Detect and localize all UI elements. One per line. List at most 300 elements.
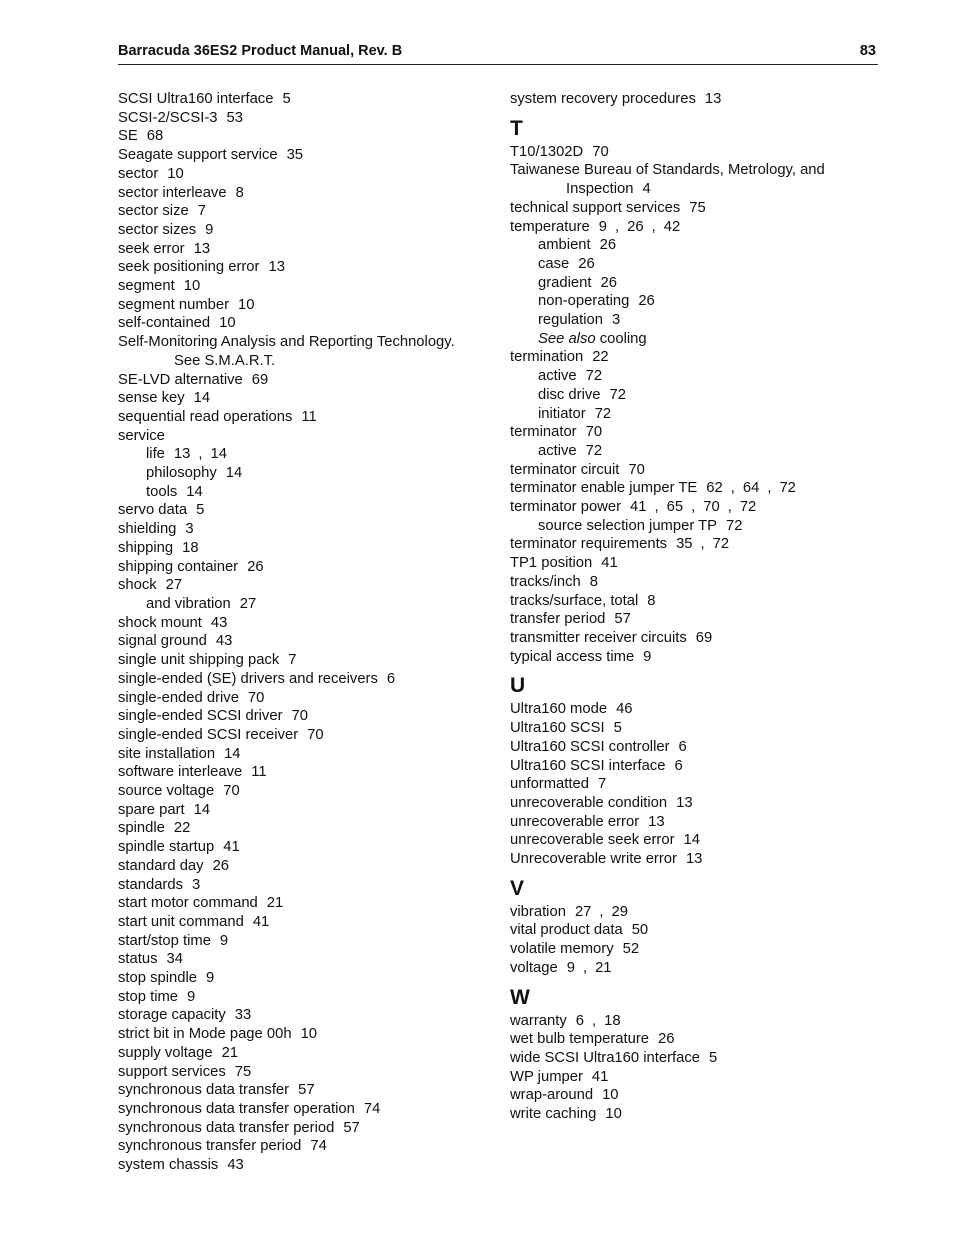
page-ref: 13 [685, 851, 703, 868]
index-entry [510, 218, 880, 237]
index-term: terminator circuit [510, 461, 620, 478]
index-term: active [538, 442, 577, 459]
page-ref: 27 [574, 903, 592, 920]
index-term: terminator enable jumper TE [510, 480, 698, 497]
page-ref: 70 [307, 726, 324, 743]
index-entry [118, 670, 498, 689]
index-entry [118, 857, 498, 876]
index-term: Self-Monitoring Analysis and Reporting Technology. [118, 334, 455, 351]
page-ref: 35 [676, 536, 693, 553]
page-ref: 43 [210, 614, 228, 631]
index-term: terminator power [510, 499, 622, 516]
index-entry [510, 348, 880, 367]
page-ref: 11 [301, 408, 317, 425]
index-entry [118, 333, 498, 352]
index-letter-heading: T [510, 116, 523, 140]
index-entry [510, 554, 880, 573]
page-ref: 14 [193, 390, 211, 407]
index-entry [118, 894, 498, 913]
index-column-right [510, 90, 880, 1124]
page-ref: , 26 [616, 219, 644, 235]
index-term: tools [146, 483, 178, 500]
index-term: typical access time [510, 648, 635, 665]
index-term: See S.M.A.R.T. [174, 352, 276, 369]
page-header [118, 43, 878, 63]
page-ref: , 72 [729, 499, 757, 515]
index-term: system recovery procedures [510, 91, 696, 107]
index-entry [510, 423, 880, 442]
index-entry [510, 1105, 880, 1124]
index-entry [510, 236, 880, 255]
index-entry [510, 1086, 880, 1105]
index-entry [510, 199, 880, 218]
index-entry [510, 442, 880, 461]
index-term: synchronous transfer period [118, 1138, 302, 1155]
index-term: shock [118, 577, 157, 594]
index-term: voltage [510, 959, 558, 976]
index-term: SCSI-2/SCSI-3 [118, 109, 218, 126]
index-entry [118, 1137, 498, 1156]
page-ref: , 21 [584, 960, 612, 976]
index-entry [118, 127, 498, 146]
index-term: active [538, 368, 577, 385]
page-ref: 9 [187, 988, 196, 1005]
page-ref: 13 [648, 813, 665, 830]
index-entry [118, 558, 498, 577]
index-term: tracks/inch [510, 573, 581, 590]
index-term: stop spindle [118, 970, 197, 987]
index-entry [510, 775, 880, 794]
page-ref: 50 [631, 922, 649, 939]
page-ref: 27 [165, 577, 183, 594]
page-ref: 41 [252, 913, 270, 930]
page-ref: 53 [226, 109, 243, 126]
index-entry [510, 498, 880, 517]
index-term: start/stop time [118, 932, 211, 949]
page-ref: 11 [251, 764, 267, 781]
index-entry [510, 535, 880, 554]
index-term: shipping [118, 539, 174, 556]
index-term: technical support services [510, 199, 681, 216]
index-term: SE-LVD alternative [118, 371, 243, 388]
index-term: Ultra160 SCSI interface [510, 757, 666, 774]
index-term: regulation [538, 312, 603, 329]
index-entry [510, 180, 880, 199]
index-term: and vibration [146, 595, 231, 612]
page-ref: 14 [224, 745, 241, 762]
index-entry [118, 576, 498, 595]
index-entry [510, 1049, 880, 1068]
index-entry [510, 921, 880, 940]
index-entry [118, 109, 498, 128]
index-entry [510, 610, 880, 629]
index-entry [118, 221, 498, 240]
page-ref: 9 [205, 221, 214, 238]
index-entry [118, 483, 498, 502]
index-term: termination [510, 349, 584, 366]
index-term: spare part [118, 801, 185, 818]
page-ref: 8 [235, 184, 244, 201]
index-column-left [118, 90, 498, 1175]
index-entry [118, 165, 498, 184]
index-term: cooling [599, 330, 647, 347]
index-term: unrecoverable seek error [510, 832, 675, 849]
index-entry [510, 143, 880, 162]
page-ref: 3 [191, 876, 201, 893]
index-term: disc drive [538, 386, 601, 403]
page-ref: 6 [674, 757, 683, 774]
page-ref: 72 [726, 517, 743, 534]
index-entry [118, 1006, 498, 1025]
index-term: SE [118, 128, 138, 145]
index-entry [118, 763, 498, 782]
page-ref: 70 [247, 689, 265, 706]
index-entry [510, 461, 880, 480]
index-entry [118, 801, 498, 820]
page-ref: 14 [683, 832, 700, 849]
page-ref: 13 [173, 446, 191, 463]
index-entry [118, 988, 498, 1007]
index-entry [118, 501, 498, 520]
index-entry [510, 386, 880, 405]
index-entry [510, 274, 880, 293]
index-term: Inspection [566, 181, 634, 198]
index-entry [510, 757, 880, 776]
page-ref: 6 [678, 738, 687, 755]
index-term: transmitter receiver circuits [510, 629, 687, 646]
page-ref: , 42 [653, 219, 681, 235]
page-ref: , 72 [702, 536, 730, 552]
page-ref: 41 [601, 555, 618, 572]
index-entry [510, 255, 880, 274]
page-ref: 5 [196, 502, 205, 519]
index-entry [118, 614, 498, 633]
page-ref: 14 [225, 465, 243, 482]
index-term: Taiwanese Bureau of Standards, Metrology, and [510, 162, 825, 179]
index-entry [118, 389, 498, 408]
index-term: gradient [538, 274, 592, 291]
index-term: supply voltage [118, 1044, 213, 1061]
page-number: 83 [859, 43, 876, 59]
page-ref: 26 [658, 1031, 675, 1048]
index-term: T10/1302D [510, 143, 584, 160]
page-ref: 5 [613, 720, 622, 737]
index-term: single-ended SCSI receiver [118, 726, 299, 743]
page-ref: 70 [592, 143, 609, 160]
page-ref: 41 [591, 1068, 609, 1085]
index-entry [118, 632, 498, 651]
index-term: system chassis [118, 1157, 219, 1174]
index-term: unrecoverable error [510, 813, 640, 830]
page-ref: 72 [594, 405, 612, 422]
index-term: synchronous data transfer period [118, 1119, 335, 1136]
index-letter-heading: U [510, 674, 526, 698]
page-ref: 57 [614, 611, 631, 628]
index-entry [118, 184, 498, 203]
page-ref: 7 [597, 776, 607, 793]
index-entry [118, 1100, 498, 1119]
page-ref: 14 [193, 801, 211, 818]
page-ref: 3 [612, 312, 621, 329]
page-ref: 41 [630, 499, 647, 516]
index-term: unrecoverable condition [510, 794, 668, 811]
page-ref: 26 [599, 237, 617, 254]
index-term: case [538, 255, 570, 272]
index-term: strict bit in Mode page 00h [118, 1026, 292, 1043]
index-term: initiator [538, 405, 586, 422]
index-entry [510, 517, 880, 536]
page-ref: 4 [642, 181, 651, 198]
page-ref: 3 [185, 521, 194, 538]
page-ref: 9 [205, 970, 215, 987]
page-ref: 10 [219, 315, 236, 332]
index-entry [118, 838, 498, 857]
index-entry [118, 90, 498, 109]
index-entry [510, 700, 880, 719]
page-ref: 70 [291, 708, 308, 725]
index-term: seek error [118, 240, 185, 257]
page-ref: 70 [585, 424, 603, 441]
index-term: non-operating [538, 293, 630, 310]
page-ref: 7 [288, 652, 297, 669]
index-entry [118, 1119, 498, 1138]
index-entry [510, 330, 880, 349]
page-ref: 74 [363, 1100, 381, 1117]
index-term: sequential read operations [118, 408, 293, 425]
index-term: support services [118, 1063, 226, 1080]
page-ref: 72 [585, 442, 603, 459]
header-rule [118, 64, 878, 65]
index-entry [510, 479, 880, 498]
page-ref: 9 [643, 648, 652, 665]
page-ref: 21 [266, 895, 284, 912]
index-entry [118, 1156, 498, 1175]
index-term: volatile memory [510, 941, 614, 958]
page-ref: 26 [578, 255, 595, 272]
index-term: wet bulb temperature [510, 1031, 650, 1048]
page-ref: 13 [676, 794, 693, 811]
page-ref: 7 [197, 203, 206, 220]
page-ref: 13 [193, 240, 211, 257]
index-term: spindle startup [118, 839, 215, 856]
index-term: Ultra160 SCSI [510, 720, 605, 737]
page-ref: 10 [183, 278, 201, 295]
index-term: write caching [510, 1106, 597, 1123]
index-term: signal ground [118, 633, 207, 650]
index-entry [510, 850, 880, 869]
index-entry [118, 595, 498, 614]
index-entry [118, 1025, 498, 1044]
page-ref: 52 [622, 941, 640, 958]
index-term: vital product data [510, 922, 623, 939]
index-term: site installation [118, 745, 216, 762]
index-entry [118, 146, 498, 165]
index-term: single-ended drive [118, 689, 239, 706]
page-ref: 27 [239, 595, 257, 612]
index-term: life [146, 446, 165, 463]
index-letter-heading: W [510, 985, 530, 1009]
index-term: stop time [118, 988, 179, 1005]
page-ref: 21 [221, 1044, 239, 1061]
index-entry [118, 1044, 498, 1063]
index-term: transfer period [510, 611, 606, 628]
index-term: single-ended SCSI driver [118, 708, 283, 725]
index-term: sector [118, 165, 159, 182]
page-ref: 10 [238, 296, 255, 313]
page-ref: 72 [609, 386, 626, 403]
index-term: synchronous data transfer [118, 1082, 290, 1099]
index-entry [510, 629, 880, 648]
index-term: status [118, 951, 158, 968]
page-ref: 69 [251, 371, 269, 388]
index-entry [118, 445, 498, 464]
index-entry [510, 311, 880, 330]
index-entry [118, 296, 498, 315]
index-entry [510, 405, 880, 424]
index-term: standard day [118, 857, 204, 874]
index-entry [118, 520, 498, 539]
page-ref: 10 [300, 1026, 318, 1043]
index-term: start motor command [118, 895, 258, 912]
index-term: temperature [510, 218, 590, 235]
see-also-label: See also [538, 330, 596, 347]
index-entry [118, 689, 498, 708]
index-entry [510, 90, 880, 109]
index-entry [510, 794, 880, 813]
index-entry [118, 427, 498, 446]
page-ref: , 64 [732, 480, 760, 496]
index-term: source selection jumper TP [538, 517, 718, 534]
index-term: Unrecoverable write error [510, 851, 677, 868]
page-ref: 6 [575, 1012, 584, 1029]
page-ref: 10 [167, 165, 184, 182]
page-ref: 22 [173, 820, 191, 837]
index-entry [118, 408, 498, 427]
index-entry [118, 969, 498, 988]
index-term: single unit shipping pack [118, 652, 280, 669]
index-term: sense key [118, 390, 185, 407]
index-term: WP jumper [510, 1068, 583, 1085]
index-entry [118, 371, 498, 390]
page-ref: 18 [182, 539, 199, 556]
index-entry [510, 592, 880, 611]
index-entry [118, 707, 498, 726]
index-term: terminator requirements [510, 536, 668, 553]
index-term: sector size [118, 203, 189, 220]
index-term: shock mount [118, 614, 202, 631]
index-term: SCSI Ultra160 interface [118, 91, 274, 107]
page-ref: 9 [566, 959, 575, 976]
index-entry [510, 1068, 880, 1087]
index-term: seek positioning error [118, 259, 260, 276]
index-entry [510, 903, 880, 922]
index-term: tracks/surface, total [510, 592, 639, 609]
index-entry [118, 314, 498, 333]
index-term: segment number [118, 296, 230, 313]
index-entry [118, 651, 498, 670]
index-entry [118, 277, 498, 296]
page-ref: 75 [234, 1063, 252, 1080]
index-term: self-contained [118, 315, 211, 332]
index-term: sector interleave [118, 184, 227, 201]
page-ref: 43 [227, 1157, 244, 1174]
index-term: unformatted [510, 776, 589, 793]
index-term: servo data [118, 502, 188, 519]
index-entry [510, 1012, 880, 1031]
page-ref: 26 [212, 857, 230, 874]
page-ref: , 18 [593, 1013, 621, 1029]
index-term: Ultra160 SCSI controller [510, 738, 670, 755]
page-ref: 74 [310, 1138, 327, 1155]
index-term: single-ended (SE) drivers and receivers [118, 670, 378, 687]
page-ref: 72 [585, 368, 603, 385]
page-ref: 22 [592, 349, 609, 366]
index-entry [118, 876, 498, 895]
index-term: start unit command [118, 913, 244, 930]
page-ref: 5 [282, 91, 291, 107]
index-entry [118, 932, 498, 951]
page-ref: 33 [234, 1007, 252, 1024]
page-ref: , 72 [768, 480, 796, 496]
page-ref: 69 [695, 629, 713, 646]
page-ref: 75 [689, 199, 706, 216]
page-ref: 6 [386, 670, 396, 687]
index-term: philosophy [146, 465, 217, 482]
index-term: vibration [510, 903, 566, 920]
index-term: standards [118, 876, 183, 893]
page-ref: 10 [602, 1087, 619, 1104]
index-entry [118, 819, 498, 838]
index-entry [510, 292, 880, 311]
index-entry [510, 367, 880, 386]
index-term: service [118, 427, 165, 444]
index-term: wide SCSI Ultra160 interface [510, 1049, 700, 1066]
page-ref: 35 [286, 147, 304, 164]
index-term: source voltage [118, 783, 215, 800]
index-entry [510, 831, 880, 850]
page-ref: 26 [638, 293, 655, 310]
index-entry [510, 648, 880, 667]
index-entry [118, 913, 498, 932]
page-ref: 57 [343, 1119, 360, 1136]
page-ref: , 65 [656, 499, 684, 515]
page-ref: 9 [598, 218, 608, 235]
index-entry [118, 745, 498, 764]
page-ref: 10 [605, 1106, 622, 1123]
page-ref: , 70 [692, 499, 720, 515]
page-ref: , 29 [600, 904, 628, 920]
index-entry [118, 352, 498, 371]
page-ref: 57 [298, 1082, 315, 1099]
index-term: TP1 position [510, 555, 593, 572]
page-ref: 70 [628, 461, 645, 478]
page-ref: , 14 [199, 446, 227, 462]
page-ref: 68 [146, 128, 164, 145]
page-ref: 43 [215, 633, 233, 650]
page-ref: 41 [223, 839, 240, 856]
index-letter-heading: V [510, 876, 525, 900]
index-entry [510, 738, 880, 757]
index-term: ambient [538, 237, 591, 254]
page-ref: 8 [647, 592, 656, 609]
index-entry [118, 258, 498, 277]
index-term: storage capacity [118, 1007, 226, 1024]
index-entry [118, 1063, 498, 1082]
index-entry [510, 940, 880, 959]
page-ref: 9 [219, 932, 229, 949]
index-entry [510, 161, 880, 180]
index-entry [118, 782, 498, 801]
